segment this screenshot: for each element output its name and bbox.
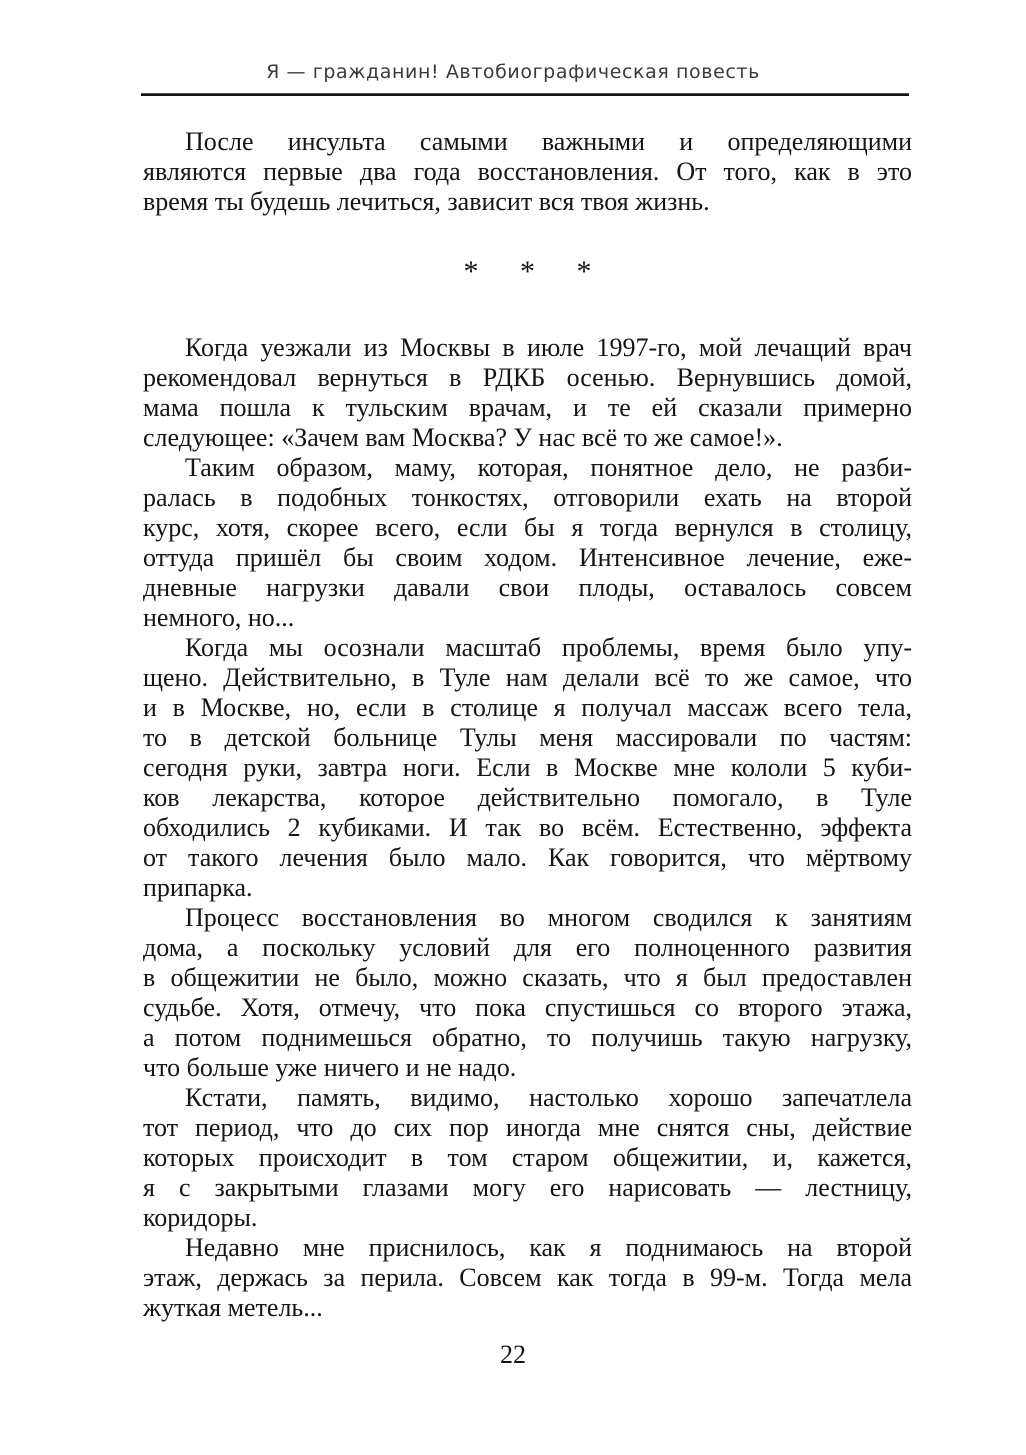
header-rule bbox=[141, 93, 909, 96]
text-line: ков лекарства, которое действительно помогало, в Туле bbox=[143, 783, 912, 812]
running-header-title: Я — гражданин! Автобиографическая повесть bbox=[266, 61, 760, 83]
page-number: 22 bbox=[500, 1340, 526, 1369]
text-line: жуткая метель... bbox=[143, 1293, 323, 1322]
text-line: Процесс восстановления во многом сводился к занятиям bbox=[185, 903, 912, 932]
text-line: являются первые два года восстановления. От того, как в это bbox=[143, 157, 912, 186]
text-line: рекомендовал вернуться в РДКБ осенью. Вернувшись домой, bbox=[143, 363, 912, 392]
text-line: а потом поднимешься обратно, то получишь такую нагрузку, bbox=[143, 1023, 912, 1052]
text-line: дома, а поскольку условий для его полноценного развития bbox=[143, 933, 912, 962]
text-line: которых происходит в том старом общежитии, и, кажется, bbox=[143, 1143, 912, 1172]
text-line: в общежитии не было, можно сказать, что я был предоставлен bbox=[143, 963, 912, 992]
paragraph bbox=[143, 1233, 912, 1323]
text-line: Когда мы осознали масштаб проблемы, время было упу- bbox=[185, 633, 912, 662]
text-line: оттуда пришёл бы своим ходом. Интенсивное лечение, еже- bbox=[143, 543, 912, 572]
paragraph bbox=[143, 333, 912, 453]
text-line: припарка. bbox=[143, 873, 253, 902]
section-separator: * * * bbox=[463, 255, 592, 288]
text-line: щено. Действительно, в Туле нам делали всё то же самое, что bbox=[143, 663, 912, 692]
body-section bbox=[143, 333, 912, 1323]
text-line: ралась в подобных тонкостях, отговорили ехать на второй bbox=[143, 483, 912, 512]
text-line: немного, но... bbox=[143, 603, 295, 632]
text-line: Таким образом, маму, которая, понятное дело, не разби- bbox=[185, 453, 912, 482]
text-line: то в детской больнице Тулы меня массировали по частям: bbox=[143, 723, 912, 752]
text-line: от такого лечения было мало. Как говорится, что мёртвому bbox=[143, 843, 912, 872]
text-line: следующее: «Зачем вам Москва? У нас всё то же самое!». bbox=[143, 423, 783, 452]
text-line: сегодня руки, завтра ноги. Если в Москве мне кололи 5 куби- bbox=[143, 753, 912, 782]
text-line: Кстати, память, видимо, настолько хорошо запечатлела bbox=[185, 1083, 912, 1112]
text-line: Недавно мне приснилось, как я поднимаюсь на второй bbox=[185, 1233, 912, 1262]
text-line: судьбе. Хотя, отмечу, что пока спустишься со второго этажа, bbox=[143, 993, 912, 1022]
text-line: мама пошла к тульским врачам, и те ей сказали примерно bbox=[143, 393, 912, 422]
text-line: что больше уже ничего и не надо. bbox=[143, 1053, 517, 1082]
text-line: После инсульта самыми важными и определяющими bbox=[185, 127, 912, 156]
paragraph bbox=[143, 633, 912, 903]
paragraph bbox=[143, 1083, 912, 1233]
text-line: обходились 2 кубиками. И так во всём. Естественно, эффекта bbox=[143, 813, 912, 842]
text-line: курс, хотя, скорее всего, если бы я тогда вернулся в столицу, bbox=[143, 513, 912, 542]
text-line: я с закрытыми глазами могу его нарисовать — лестницу, bbox=[143, 1173, 912, 1202]
paragraph bbox=[143, 453, 912, 633]
intro-section bbox=[143, 127, 912, 217]
text-line: коридоры. bbox=[143, 1203, 258, 1232]
paragraph bbox=[143, 127, 912, 217]
text-line: и в Москве, но, если в столице я получал массаж всего тела, bbox=[143, 693, 912, 722]
paragraph bbox=[143, 903, 912, 1083]
text-column bbox=[143, 127, 912, 1323]
running-header bbox=[0, 60, 1026, 84]
text-line: Когда уезжали из Москвы в июле 1997-го, мой лечащий врач bbox=[185, 333, 912, 362]
text-line: тот период, что до сих пор иногда мне снятся сны, действие bbox=[143, 1113, 912, 1142]
text-line: этаж, держась за перила. Совсем как тогда в 99-м. Тогда мела bbox=[143, 1263, 912, 1292]
text-line: дневные нагрузки давали свои плоды, оставалось совсем bbox=[143, 573, 912, 602]
text-line: время ты будешь лечиться, зависит вся твоя жизнь. bbox=[143, 187, 710, 216]
